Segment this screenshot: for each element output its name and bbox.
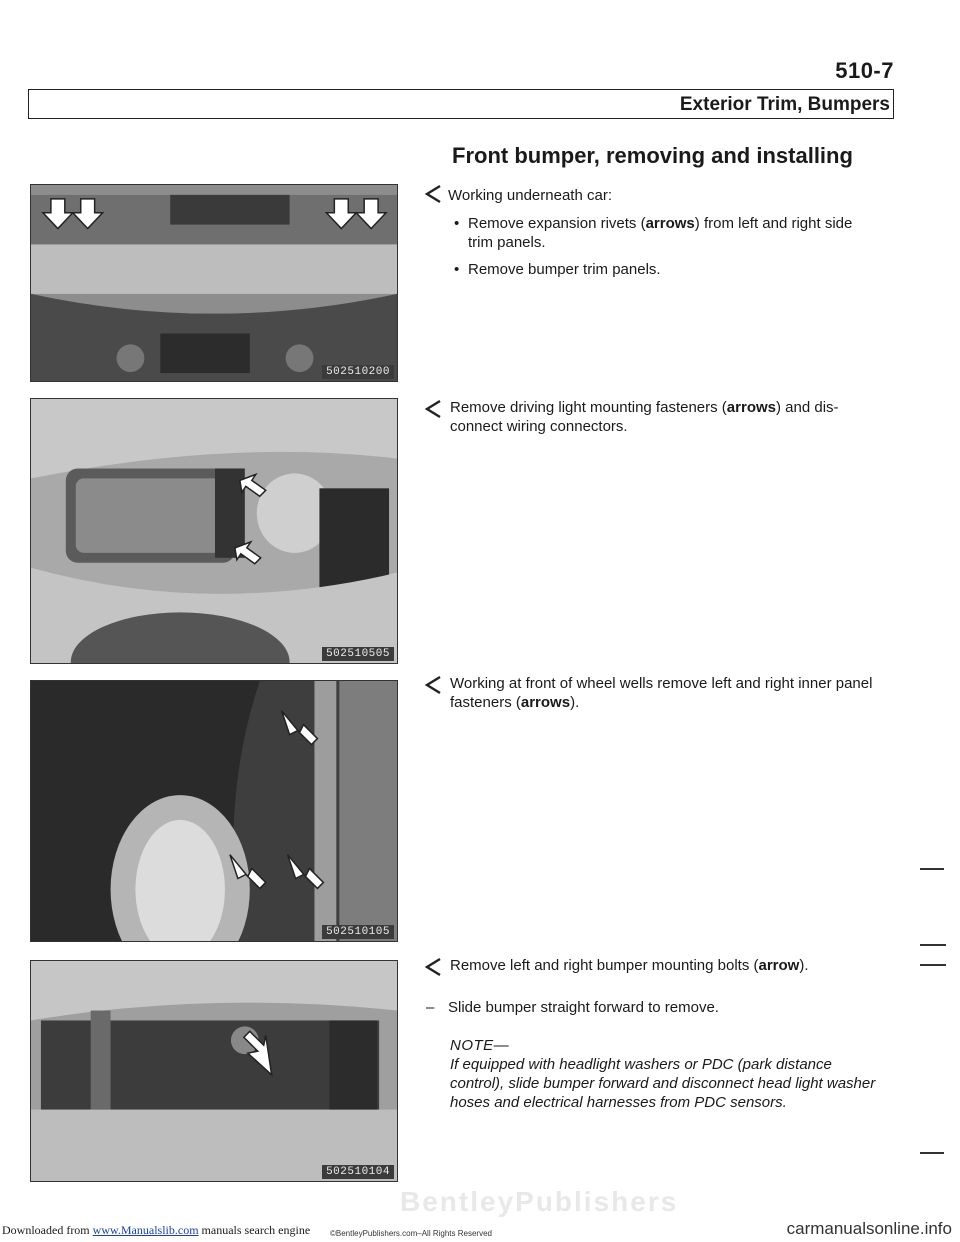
note-block — [450, 1036, 880, 1112]
margin-mark — [920, 964, 946, 966]
step-working-underneath — [424, 184, 874, 287]
margin-mark — [920, 868, 944, 870]
manualslib-link[interactable]: www.Manualslib.com — [92, 1223, 199, 1237]
step-intro — [424, 184, 874, 205]
step-driving-light: Remove driving light mounting fasteners (arrows) and dis- connect wiring connectors. — [424, 398, 876, 436]
step-intro-text: Working underneath car: — [448, 187, 612, 204]
dash-step-text: Slide bumper straight forward to remove. — [448, 999, 719, 1016]
pointer-arrow-icon — [424, 184, 442, 204]
photo-bumper-bolts — [30, 960, 398, 1182]
section-title: Front bumper, removing and installing — [452, 143, 853, 168]
margin-mark — [920, 1152, 944, 1154]
photo-code: 502510200 — [322, 365, 394, 379]
pointer-arrow-icon — [424, 399, 442, 419]
footer-copyright: ©BentleyPublishers.com–All Rights Reserved — [330, 1229, 492, 1238]
note-body: If equipped with headlight washers or PDC (park distance control), slide bumper forward and disconnect head light washer hoses and electrical harnesses from PDC sensors. — [450, 1056, 876, 1111]
step-wheel-wells: Working at front of wheel wells remove left and right inner panel fasteners (arrows). — [424, 674, 876, 712]
step-bullet-list — [452, 214, 874, 279]
photo-driving-light — [30, 398, 398, 664]
footer-site: carmanualsonline.info — [786, 1219, 952, 1238]
photo-code: 502510104 — [322, 1165, 394, 1179]
header-title: Exterior Trim, Bumpers — [679, 94, 890, 115]
photo-wheel-well — [30, 680, 398, 942]
photo-code: 502510505 — [322, 647, 394, 661]
bullet-item: • Remove bumper trim panels. — [452, 260, 874, 279]
dash-marker: – — [426, 999, 435, 1016]
step-mounting-bolts: Remove left and right bumper mounting bolts (arrow). — [424, 956, 876, 975]
margin-mark — [920, 944, 946, 946]
page-number: 510-7 — [835, 58, 894, 83]
bullet-item: • Remove expansion rivets (arrows) from left and right side trim panels. — [452, 214, 874, 252]
pointer-arrow-icon — [424, 675, 442, 695]
watermark: BentleyPublishers — [400, 1186, 679, 1217]
note-heading: NOTE— — [450, 1037, 510, 1054]
photo-code: 502510105 — [322, 925, 394, 939]
step-slide-bumper — [426, 998, 888, 1017]
footer-download-line: Downloaded from www.Manualslib.com manuals search engine — [2, 1223, 311, 1237]
pointer-arrow-icon — [424, 957, 442, 977]
photo-underside-rivets — [30, 184, 398, 382]
